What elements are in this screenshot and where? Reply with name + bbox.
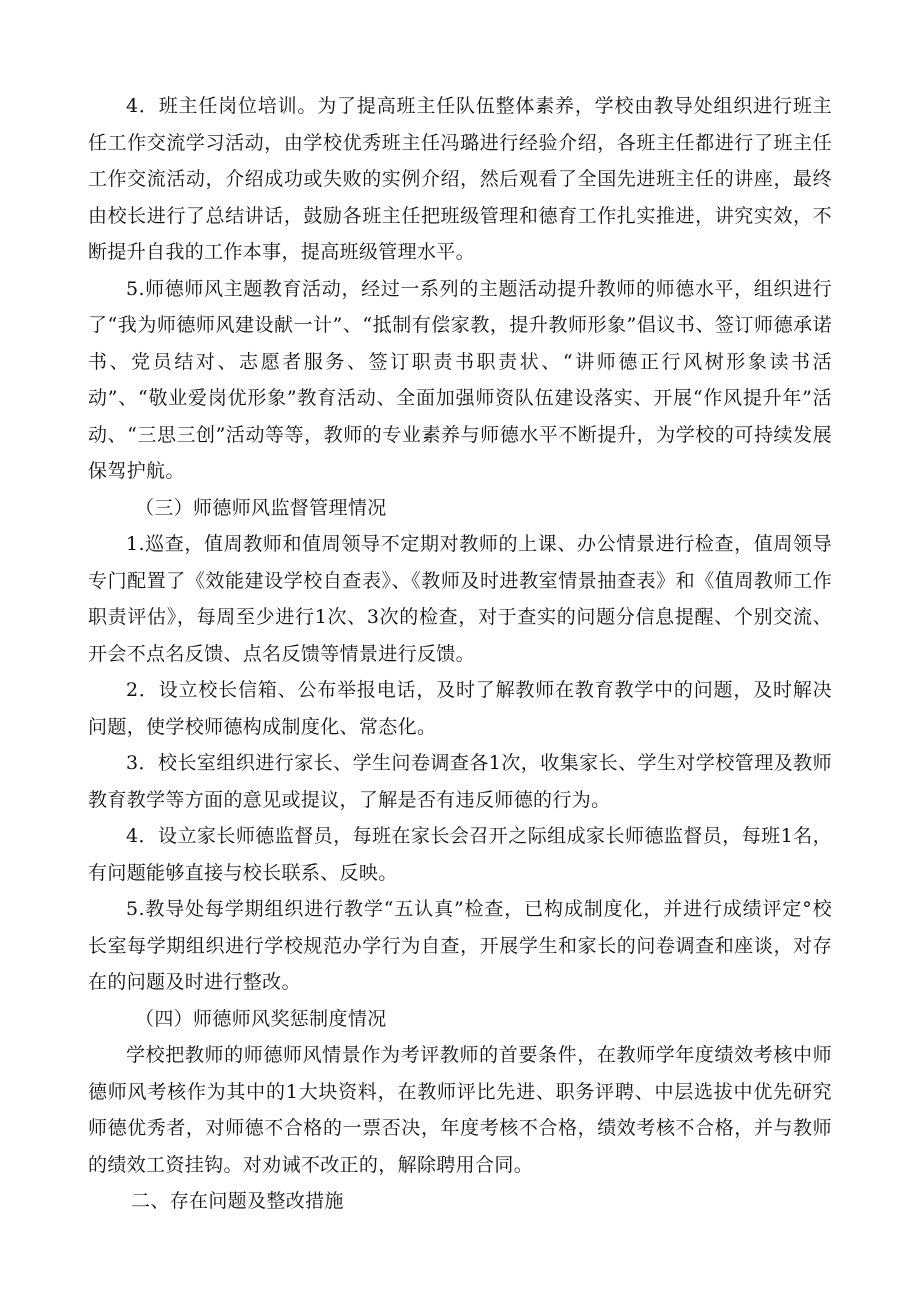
paragraph-head-teacher-training: 4．班主任岗位培训。为了提高班主任队伍整体素养，学校由教导处组织进行班主任工作交流学习活动，由学校优秀班主任冯璐进行经验介绍，各班主任都进行了班主任工作交流活动，介绍成功或失败的实例介绍，然后观看了全国先进班主任的讲座，最终由校长进行了总结讲话，鼓励各班主任把班级管理和德育工作扎实推进，讲究实效，不断提升自我的工作本事，提高班级管理水平。 bbox=[88, 95, 832, 263]
paragraph-parent-supervisors: 4．设立家长师德监督员，每班在家长会召开之际组成家长师德监督员，每班1名，有问题能够直接与校长联系、反映。 bbox=[88, 825, 832, 884]
paragraph-teaching-checks: 5.教导处每学期组织进行教学“五认真”检查，已构成制度化，并进行成绩评定°校长室每学期组织进行学校规范办学行为自查，开展学生和家长的问卷调查和座谈，对存在的问题及时进行整改。 bbox=[88, 898, 832, 993]
major-heading-problems-measures: 二、存在问题及整改措施 bbox=[131, 1190, 344, 1212]
paragraph-principal-mailbox: 2．设立校长信箱、公布举报电话，及时了解教师在教育教学中的问题，及时解决问题，使学校师德构成制度化、常态化。 bbox=[88, 679, 832, 738]
paragraph-ethics-education-activities: 5.师德师风主题教育活动，经过一系列的主题活动提升教师的师德水平，组织进行了“我为师德师风建设献一计”、“抵制有偿家教，提升教师形象”倡议书、签订师德承诺书、党员结对、志愿者服务、签订职责书职责状、“讲师德正行风树形象读书活动”、“敬业爱岗优形象”教育活动、全面加强师资队伍建设落实、开展“作风提升年”活动、“三思三创”活动等等，教师的专业素养与师德水平不断提升，为学校的可持续发展保驾护航。 bbox=[88, 277, 832, 482]
section-heading-rewards-penalties: （四）师德师风奖惩制度情况 bbox=[135, 1007, 387, 1030]
paragraph-inspection: 1.巡查，值周教师和值周领导不定期对教师的上课、办公情景进行检查，值周领导专门配置了《效能建设学校自查表》、《教师及时进教室情景抽查表》和《值周教师工作职责评估》，每周至少进行1次、3次的检查，对于查实的问题分信息提醒、个别交流、开会不点名反馈、点名反馈等情景进行反馈。 bbox=[88, 533, 832, 665]
paragraph-evaluation-policy: 学校把教师的师德师风情景作为考评教师的首要条件，在教师学年度绩效考核中师德师风考核作为其中的1大块资料，在教师评比先进、职务评聘、中层选拔中优先研究师德优秀者，对师德不合格的一票否决，年度考核不合格，绩效考核不合格，并与教师的绩效工资挂钩。对劝诫不改正的，解除聘用合同。 bbox=[88, 1044, 832, 1176]
paragraph-questionnaire: 3．校长室组织进行家长、学生问卷调查各1次，收集家长、学生对学校管理及教师教育教学等方面的意见或提议，了解是否有违反师德的行为。 bbox=[88, 752, 832, 811]
section-heading-supervision: （三）师德师风监督管理情况 bbox=[135, 496, 387, 519]
